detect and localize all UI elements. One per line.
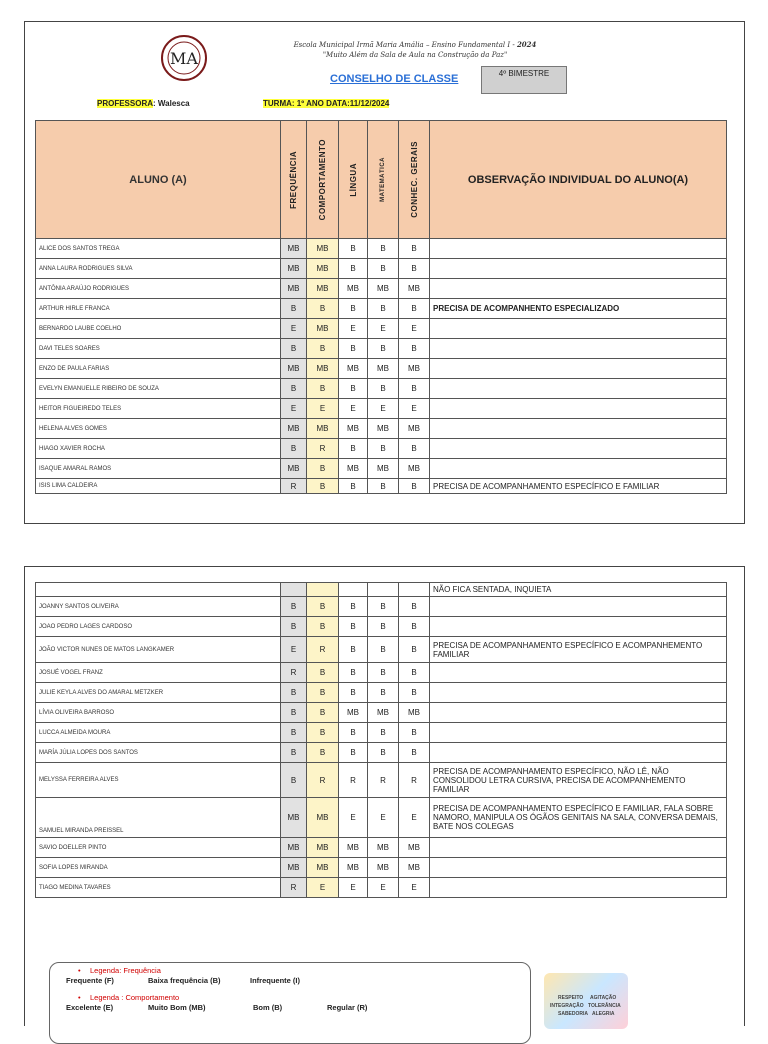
table-row [36, 439, 727, 459]
legend-behavior-title: • Legenda : Comportamento [90, 993, 179, 1002]
grade-comportamento: MB [307, 838, 339, 858]
grade-frequencia [281, 583, 307, 597]
student-name: ANNA LAURA RODRIGUES SILVA [36, 259, 281, 279]
grade-matematica: E [368, 798, 399, 838]
header-frequencia: FREQUÊNCIA [289, 150, 298, 209]
grade-conhec-gerais: B [399, 617, 430, 637]
student-name: JOSUÉ VOGEL FRANZ [36, 663, 281, 683]
grade-comportamento: MB [307, 239, 339, 259]
grade-matematica: R [368, 763, 399, 798]
grade-frequencia: B [281, 763, 307, 798]
school-logo-icon [160, 34, 208, 82]
grade-matematica: B [368, 663, 399, 683]
grade-matematica: B [368, 479, 399, 494]
grade-lingua: B [339, 259, 368, 279]
observation-text: PRECISA DE ACOMPANHAMENTO ESPECÍFICO E FAMILIAR [430, 479, 727, 494]
grade-frequencia: B [281, 379, 307, 399]
grade-conhec-gerais: MB [399, 703, 430, 723]
grade-lingua: B [339, 637, 368, 663]
grade-conhec-gerais: E [399, 319, 430, 339]
grade-conhec-gerais: E [399, 399, 430, 419]
header-observacao: OBSERVAÇÃO INDIVIDUAL DO ALUNO(A) [430, 121, 727, 239]
grade-frequencia: B [281, 617, 307, 637]
grade-lingua: B [339, 723, 368, 743]
header-comportamento: COMPORTAMENTO [318, 138, 327, 221]
grade-matematica: E [368, 319, 399, 339]
observation-text: PRECISA DE ACOMPANHAMENTO ESPECÍFICO E FAMILIAR, FALA SOBRE NAMORO, MANIPULA OS ÓGÃOS GENITAIS NA SALA, CONVERSA DEMAIS, BATE NOS COLEGAS [430, 798, 727, 838]
legend-comp-excellent: Excelente (E) [66, 1003, 114, 1012]
grades-table-page2 [35, 582, 727, 898]
grade-conhec-gerais: MB [399, 419, 430, 439]
grade-frequencia: MB [281, 838, 307, 858]
grade-conhec-gerais: B [399, 379, 430, 399]
table-row [36, 798, 727, 838]
grade-lingua: B [339, 479, 368, 494]
table-row [36, 637, 727, 663]
legend-freq-infrequent: Infrequente (I) [250, 976, 300, 985]
school-motto: "Muito Além da Sala de Aula na Construção da Paz" [322, 51, 508, 59]
table-row [36, 359, 727, 379]
grade-comportamento: R [307, 439, 339, 459]
student-name: ISIS LIMA CALDEIRA [36, 479, 281, 494]
grade-frequencia: MB [281, 858, 307, 878]
picture-word: AGITAÇÃO [590, 995, 617, 1001]
grade-matematica: B [368, 723, 399, 743]
grade-comportamento: B [307, 597, 339, 617]
grade-conhec-gerais: B [399, 439, 430, 459]
student-name: DAVI TELES SOARES [36, 339, 281, 359]
observation-text [430, 878, 727, 898]
observation-text [430, 319, 727, 339]
grade-comportamento [307, 583, 339, 597]
grade-comportamento: B [307, 703, 339, 723]
grade-matematica: B [368, 439, 399, 459]
observation-text [430, 359, 727, 379]
legend-comp-good: Bom (B) [253, 1003, 283, 1012]
grade-frequencia: MB [281, 798, 307, 838]
school-year: 2024 [516, 40, 537, 49]
grade-comportamento: R [307, 763, 339, 798]
grade-conhec-gerais: B [399, 637, 430, 663]
table-row [36, 583, 727, 597]
table-row [36, 703, 727, 723]
grade-frequencia: MB [281, 239, 307, 259]
observation-text: PRECISA DE ACOMPANHAMENTO ESPECÍFICO E ACOMPANHEMENTO FAMILIAR [430, 637, 727, 663]
table-row [36, 763, 727, 798]
grade-comportamento: B [307, 459, 339, 479]
table-row [36, 339, 727, 359]
grade-lingua: MB [339, 359, 368, 379]
grade-comportamento: B [307, 683, 339, 703]
table-row [36, 379, 727, 399]
grade-lingua [339, 583, 368, 597]
student-name: SOFIA LOPES MIRANDA [36, 858, 281, 878]
grade-comportamento: E [307, 399, 339, 419]
table-row [36, 683, 727, 703]
picture-word: SABEDORIA [558, 1011, 589, 1017]
grade-matematica: MB [368, 459, 399, 479]
grade-comportamento: B [307, 663, 339, 683]
observation-text [430, 743, 727, 763]
values-illustration [544, 973, 628, 1029]
grade-frequencia: R [281, 663, 307, 683]
observation-text [430, 617, 727, 637]
grade-comportamento: B [307, 743, 339, 763]
grade-conhec-gerais: B [399, 663, 430, 683]
observation-text [430, 459, 727, 479]
grade-frequencia: MB [281, 459, 307, 479]
grade-frequencia: B [281, 299, 307, 319]
grade-lingua: B [339, 339, 368, 359]
grade-conhec-gerais: B [399, 259, 430, 279]
grade-conhec-gerais: B [399, 239, 430, 259]
student-name: ARTHUR HIRLE FRANCA [36, 299, 281, 319]
grade-lingua: B [339, 379, 368, 399]
grade-lingua: B [339, 439, 368, 459]
grade-conhec-gerais: MB [399, 459, 430, 479]
grade-comportamento: B [307, 479, 339, 494]
school-name: Escola Municipal Irmã Maria Amália – Ensino Fundamental I - [293, 41, 515, 49]
table-row [36, 663, 727, 683]
class-date-label: TURMA: 1º ANO DATA:11/12/2024 [263, 99, 390, 108]
grade-lingua: B [339, 663, 368, 683]
grade-matematica: B [368, 617, 399, 637]
grade-frequencia: MB [281, 419, 307, 439]
student-name: BERNARDO LAUBE COELHO [36, 319, 281, 339]
grade-lingua: MB [339, 858, 368, 878]
student-name: MARÍA JÚLIA LOPES DOS SANTOS [36, 743, 281, 763]
grade-conhec-gerais: B [399, 339, 430, 359]
student-name: ALICE DOS SANTOS TREGA [36, 239, 281, 259]
table-row [36, 723, 727, 743]
grade-matematica: MB [368, 858, 399, 878]
student-name: JOAO PEDRO LAGES CARDOSO [36, 617, 281, 637]
grade-lingua: MB [339, 838, 368, 858]
student-name: HELENA ALVES GOMES [36, 419, 281, 439]
grade-comportamento: MB [307, 259, 339, 279]
grade-comportamento: R [307, 637, 339, 663]
grade-frequencia: B [281, 683, 307, 703]
grade-matematica: B [368, 637, 399, 663]
grade-comportamento: MB [307, 279, 339, 299]
grade-frequencia: B [281, 723, 307, 743]
grade-comportamento: B [307, 299, 339, 319]
legend-comp-regular: Regular (R) [327, 1003, 368, 1012]
grade-frequencia: R [281, 878, 307, 898]
grade-frequencia: MB [281, 359, 307, 379]
grade-conhec-gerais: MB [399, 359, 430, 379]
grade-matematica: MB [368, 419, 399, 439]
grade-matematica: B [368, 379, 399, 399]
table-row [36, 838, 727, 858]
student-name: MELYSSA FERREIRA ALVES [36, 763, 281, 798]
grade-frequencia: B [281, 743, 307, 763]
grade-conhec-gerais: B [399, 597, 430, 617]
table-row [36, 878, 727, 898]
picture-word: TOLERÂNCIA [588, 1003, 621, 1009]
table-row [36, 743, 727, 763]
school-header [255, 40, 575, 60]
page-2 [24, 566, 745, 1026]
grade-frequencia: B [281, 439, 307, 459]
observation-text [430, 703, 727, 723]
table-row [36, 319, 727, 339]
student-name: SAVIO DOELLER PINTO [36, 838, 281, 858]
grade-matematica: B [368, 259, 399, 279]
table-row [36, 239, 727, 259]
student-name: JULIE KEYLA ALVES DO AMARAL METZKER [36, 683, 281, 703]
grade-matematica: B [368, 683, 399, 703]
grade-conhec-gerais: MB [399, 838, 430, 858]
grade-conhec-gerais: R [399, 763, 430, 798]
grade-matematica: B [368, 299, 399, 319]
grade-frequencia: E [281, 637, 307, 663]
grade-comportamento: B [307, 723, 339, 743]
table-row [36, 459, 727, 479]
observation-text [430, 259, 727, 279]
grade-matematica: E [368, 399, 399, 419]
grade-lingua: E [339, 399, 368, 419]
student-name: ANTÔNIA ARAÚJO RODRIGUES [36, 279, 281, 299]
table-row [36, 597, 727, 617]
observation-text [430, 838, 727, 858]
observation-text [430, 279, 727, 299]
grade-matematica: E [368, 878, 399, 898]
grades-table-page1 [35, 120, 727, 494]
grade-conhec-gerais: MB [399, 279, 430, 299]
table-row [36, 279, 727, 299]
table-row [36, 399, 727, 419]
grade-comportamento: B [307, 379, 339, 399]
grade-matematica: MB [368, 279, 399, 299]
bimestre-box: 4º BIMESTRE [481, 66, 567, 94]
student-name: ISAQUE AMARAL RAMOS [36, 459, 281, 479]
grade-frequencia: B [281, 339, 307, 359]
page-1 [24, 21, 745, 524]
grade-matematica: MB [368, 838, 399, 858]
grade-frequencia: E [281, 319, 307, 339]
observation-text [430, 439, 727, 459]
observation-text [430, 399, 727, 419]
observation-text [430, 683, 727, 703]
grade-matematica: B [368, 597, 399, 617]
observation-text [430, 597, 727, 617]
grade-conhec-gerais: MB [399, 858, 430, 878]
teacher-label-key: PROFESSORA [97, 99, 154, 108]
grade-lingua: MB [339, 279, 368, 299]
table-row [36, 299, 727, 319]
student-name: TIAGO MEDINA TAVARES [36, 878, 281, 898]
grade-conhec-gerais [399, 583, 430, 597]
teacher-label [97, 99, 190, 108]
grade-lingua: B [339, 299, 368, 319]
page-title[interactable]: CONSELHO DE CLASSE [330, 73, 459, 85]
student-name: LÍVIA OLIVEIRA BARROSO [36, 703, 281, 723]
grade-matematica: B [368, 239, 399, 259]
grade-frequencia: R [281, 479, 307, 494]
grade-conhec-gerais: E [399, 798, 430, 838]
observation-text [430, 723, 727, 743]
table-row [36, 617, 727, 637]
grade-matematica: MB [368, 359, 399, 379]
grade-conhec-gerais: B [399, 723, 430, 743]
legend-freq-low: Baixa frequência (B) [148, 976, 221, 985]
grade-lingua: R [339, 763, 368, 798]
grade-comportamento: MB [307, 359, 339, 379]
grade-matematica [368, 583, 399, 597]
grade-conhec-gerais: B [399, 479, 430, 494]
observation-text: NÃO FICA SENTADA, INQUIETA [430, 583, 727, 597]
grade-lingua: MB [339, 703, 368, 723]
grade-lingua: E [339, 319, 368, 339]
grade-comportamento: MB [307, 419, 339, 439]
grade-lingua: E [339, 798, 368, 838]
grade-comportamento: MB [307, 798, 339, 838]
student-name: ENZO DE PAULA FARIAS [36, 359, 281, 379]
observation-text [430, 663, 727, 683]
student-name: LUCCA ALMEIDA MOURA [36, 723, 281, 743]
logo-letters: MA [170, 49, 198, 68]
table-row [36, 259, 727, 279]
grade-frequencia: E [281, 399, 307, 419]
picture-word: ALEGRIA [592, 1011, 615, 1017]
grade-lingua: MB [339, 459, 368, 479]
header-conhec: CONHEC. GERAIS [409, 141, 419, 218]
observation-text [430, 339, 727, 359]
grade-comportamento: E [307, 878, 339, 898]
table-row [36, 858, 727, 878]
grade-matematica: B [368, 339, 399, 359]
grade-matematica: MB [368, 703, 399, 723]
grade-comportamento: B [307, 617, 339, 637]
grade-conhec-gerais: E [399, 878, 430, 898]
legend-freq-frequent: Frequente (F) [66, 976, 114, 985]
observation-text: PRECISA DE ACOMPANHAMENTO ESPECÍFICO, NÃO LÊ, NÃO CONSOLIDOU LETRA CURSIVA, PRECISA DE ACOMPANHEMENTO FAMILIAR [430, 763, 727, 798]
legend-box [49, 962, 531, 1044]
table-row [36, 419, 727, 439]
grade-frequencia: B [281, 703, 307, 723]
grade-comportamento: MB [307, 858, 339, 878]
student-name: JOANNY SANTOS OLIVEIRA [36, 597, 281, 617]
student-name [36, 583, 281, 597]
legend-comp-very-good: Muito Bom (MB) [148, 1003, 206, 1012]
grade-lingua: B [339, 743, 368, 763]
teacher-name: : Walesca [153, 99, 190, 108]
table-row [36, 479, 727, 494]
grade-conhec-gerais: B [399, 299, 430, 319]
picture-word: RESPEITO [558, 995, 584, 1001]
header-aluno: ALUNO (A) [36, 121, 281, 239]
observation-text [430, 419, 727, 439]
student-name: HEITOR FIGUEIREDO TELES [36, 399, 281, 419]
grade-comportamento: MB [307, 319, 339, 339]
grade-conhec-gerais: B [399, 683, 430, 703]
student-name: JOÃO VICTOR NUNES DE MATOS LANGKAMER [36, 637, 281, 663]
legend-frequency-title: • Legenda: Frequência [90, 966, 161, 975]
grade-frequencia: B [281, 597, 307, 617]
student-name: EVELYN EMANUELLE RIBEIRO DE SOUZA [36, 379, 281, 399]
student-name: HIAGO XAVIER ROCHA [36, 439, 281, 459]
grade-lingua: B [339, 617, 368, 637]
observation-text: PRECISA DE ACOMPANHENTO ESPECIALIZADO [430, 299, 727, 319]
grade-frequencia: MB [281, 279, 307, 299]
grade-lingua: E [339, 878, 368, 898]
grade-conhec-gerais: B [399, 743, 430, 763]
header-lingua: LÍNGUA [348, 162, 358, 197]
grade-matematica: B [368, 743, 399, 763]
header-matematica: MATEMÁTICA [380, 157, 386, 202]
grade-lingua: B [339, 683, 368, 703]
observation-text [430, 239, 727, 259]
observation-text [430, 379, 727, 399]
grade-frequencia: MB [281, 259, 307, 279]
picture-word: INTEGRAÇÃO [550, 1003, 584, 1009]
observation-text [430, 858, 727, 878]
grade-lingua: B [339, 239, 368, 259]
grade-lingua: MB [339, 419, 368, 439]
student-name: SAMUEL MIRANDA PREISSEL [36, 798, 281, 838]
grade-comportamento: B [307, 339, 339, 359]
grade-lingua: B [339, 597, 368, 617]
